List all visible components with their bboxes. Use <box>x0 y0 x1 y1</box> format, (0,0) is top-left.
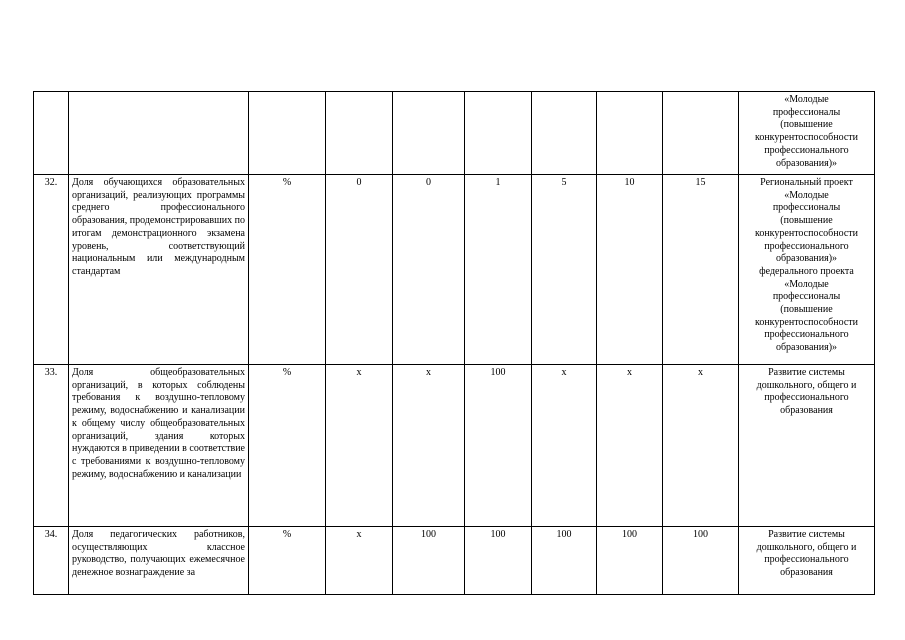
row-number: 32. <box>34 175 69 365</box>
value-cell: x <box>597 365 663 527</box>
value-cell: 0 <box>326 175 393 365</box>
source-cell <box>739 92 875 175</box>
value-cell: 0 <box>393 175 465 365</box>
value-cell <box>532 92 597 175</box>
value-cell <box>393 92 465 175</box>
value-cell: 100 <box>465 527 532 595</box>
source-line: конкурентоспособности <box>754 316 859 328</box>
value-cell: 1 <box>465 175 532 365</box>
indicator-description: Доля общеобразовательных организаций, в которых соблюдены требования к воздушно-тепловому режиму, водоснабжению и канализации к общему числу общеобразовательных организаций, здания которых нуждаются в приведении в соответствие с требованиями к воздушно-тепловому режиму, водоснабжению и канализации <box>69 365 249 527</box>
source-line: профессионального <box>764 392 849 404</box>
source-line: конкурентоспособности <box>754 227 859 239</box>
source-line: профессионального <box>764 144 849 156</box>
source-cell <box>739 365 875 527</box>
value-cell: 100 <box>532 527 597 595</box>
source-line: дошкольного, общего и <box>756 379 857 391</box>
source-cell <box>739 527 875 595</box>
table-row <box>34 365 875 527</box>
indicator-description <box>69 92 249 175</box>
source-line: профессионалы <box>772 106 841 118</box>
value-cell <box>663 92 739 175</box>
source-line: профессионалы <box>772 291 841 303</box>
source-line: Развитие системы <box>768 367 845 378</box>
value-cell: x <box>393 365 465 527</box>
unit-cell: % <box>249 527 326 595</box>
source-line: образования)» <box>775 342 838 354</box>
source-cell <box>739 175 875 365</box>
value-cell: 5 <box>532 175 597 365</box>
value-cell: x <box>326 365 393 527</box>
source-line: профессионального <box>764 240 849 252</box>
value-cell <box>465 92 532 175</box>
value-cell: x <box>663 365 739 527</box>
source-line: образования)» <box>775 157 838 169</box>
source-line: образования <box>780 567 833 579</box>
indicators-table <box>33 91 875 595</box>
source-line: профессионального <box>764 554 849 566</box>
value-cell <box>597 92 663 175</box>
indicator-description: Доля обучающихся образовательных организаций, реализующих программы среднего профессионального образования, продемонстрировавших по итогам демонстрационного экзамена уровень, соответствующий национальным или международным стандартам <box>69 175 249 365</box>
source-line: конкурентоспособности <box>754 132 859 144</box>
row-number: 33. <box>34 365 69 527</box>
source-line: дошкольного, общего и <box>756 541 857 553</box>
value-cell: 100 <box>663 527 739 595</box>
row-number <box>34 92 69 175</box>
row-number: 34. <box>34 527 69 595</box>
source-line: профессионального <box>764 329 849 341</box>
source-line: «Молодые <box>784 189 829 201</box>
unit-cell <box>249 92 326 175</box>
source-line: образования)» <box>775 253 838 265</box>
source-line: образования <box>780 405 833 417</box>
value-cell: 100 <box>597 527 663 595</box>
source-line: «Молодые <box>784 278 829 290</box>
source-line: федерального проекта <box>759 265 854 277</box>
value-cell: 100 <box>393 527 465 595</box>
source-line: Развитие системы <box>768 529 845 540</box>
table-row <box>34 175 875 365</box>
source-line: Региональный проект <box>760 177 853 188</box>
value-cell: x <box>326 527 393 595</box>
value-cell: 15 <box>663 175 739 365</box>
value-cell: x <box>532 365 597 527</box>
table-row <box>34 92 875 175</box>
unit-cell: % <box>249 175 326 365</box>
value-cell: 100 <box>465 365 532 527</box>
source-line: (повышение <box>780 304 833 316</box>
source-line: профессионалы <box>772 202 841 214</box>
source-line: (повышение <box>780 215 833 227</box>
source-line: (повышение <box>780 119 833 131</box>
value-cell <box>326 92 393 175</box>
unit-cell: % <box>249 365 326 527</box>
source-line: «Молодые <box>784 94 829 105</box>
indicator-description: Доля педагогических работников, осуществляющих классное руководство, получающих ежемесячное денежное вознаграждение за <box>69 527 249 595</box>
value-cell: 10 <box>597 175 663 365</box>
table-row <box>34 527 875 595</box>
